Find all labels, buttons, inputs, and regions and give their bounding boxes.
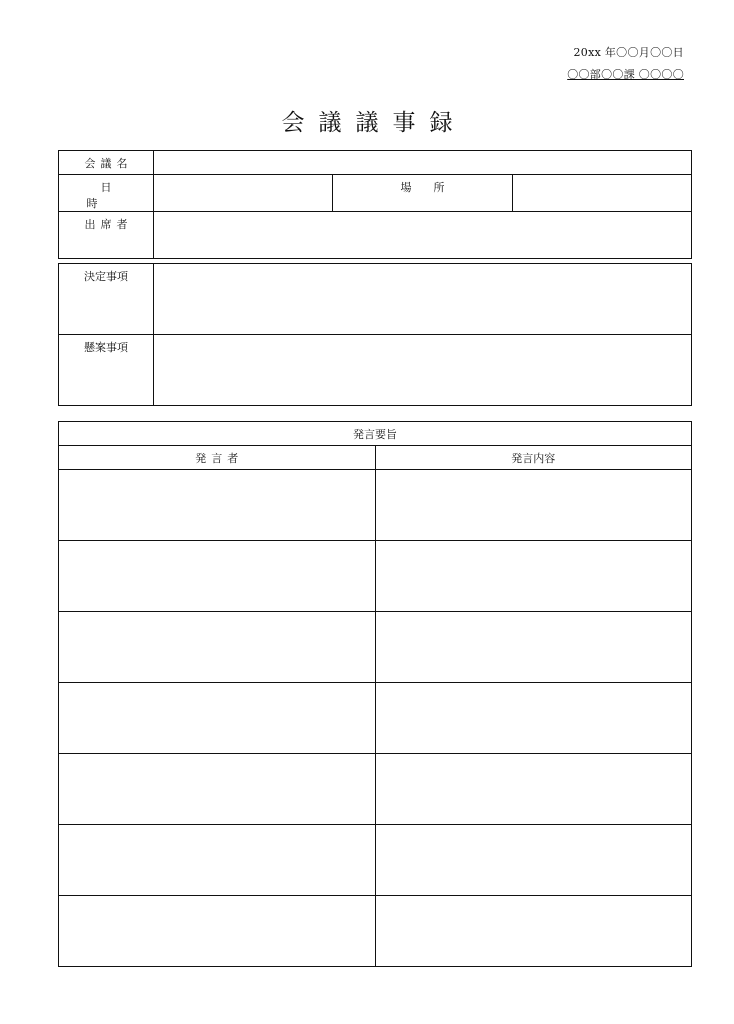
- content-cell[interactable]: [375, 541, 692, 612]
- decisions-label: 決定事項: [59, 264, 154, 335]
- speaker-cell[interactable]: [59, 825, 376, 896]
- speaker-cell[interactable]: [59, 683, 376, 754]
- attendees-label: 出席者: [59, 212, 154, 259]
- pending-issues-field[interactable]: [154, 335, 692, 406]
- remarks-table: [58, 421, 692, 967]
- datetime-label: 日時: [59, 175, 154, 212]
- attendees-field[interactable]: [154, 212, 692, 259]
- remarks-section-title: 発言要旨: [59, 422, 692, 446]
- content-header: 発言内容: [375, 446, 692, 470]
- speaker-cell[interactable]: [59, 754, 376, 825]
- speaker-cell[interactable]: [59, 541, 376, 612]
- decisions-field[interactable]: [154, 264, 692, 335]
- content-cell[interactable]: [375, 825, 692, 896]
- place-label: 場所: [333, 175, 512, 212]
- place-field[interactable]: [512, 175, 691, 212]
- document-title: 会議議事録: [281, 110, 467, 136]
- document-date: 20xx 年〇〇月〇〇日: [573, 46, 684, 59]
- meeting-name-field[interactable]: [154, 151, 692, 175]
- speaker-cell[interactable]: [59, 612, 376, 683]
- meeting-info-table: [58, 150, 692, 259]
- speaker-cell[interactable]: [59, 896, 376, 967]
- datetime-field[interactable]: [154, 175, 333, 212]
- content-cell[interactable]: [375, 470, 692, 541]
- pending-issues-label: 懸案事項: [59, 335, 154, 406]
- content-cell[interactable]: [375, 612, 692, 683]
- speaker-cell[interactable]: [59, 470, 376, 541]
- decisions-table: [58, 263, 692, 406]
- content-cell[interactable]: [375, 683, 692, 754]
- speaker-header: 発言者: [59, 446, 376, 470]
- author-department: 〇〇部〇〇課 〇〇〇〇: [567, 68, 684, 81]
- content-cell[interactable]: [375, 896, 692, 967]
- meeting-name-label: 会議名: [59, 151, 154, 175]
- content-cell[interactable]: [375, 754, 692, 825]
